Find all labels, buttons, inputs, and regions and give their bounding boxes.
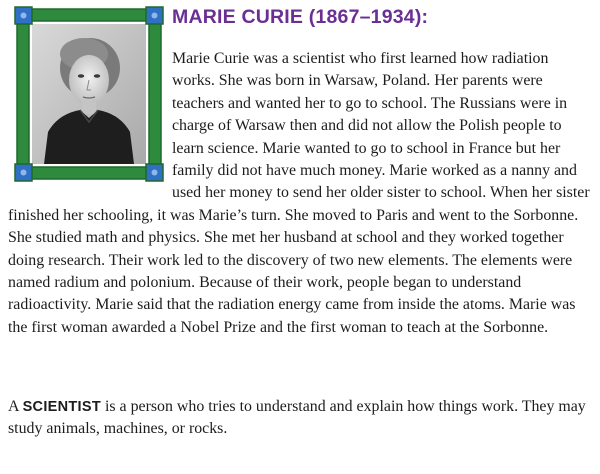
definition-text: is a person who tries to understand and explain how things work. They may study animals, machines, or rocks.	[8, 398, 586, 438]
corner-gem-icon	[146, 7, 163, 24]
biography-paragraph	[8, 48, 594, 339]
scientist-definition	[8, 396, 596, 441]
portrait-float-spacer	[8, 48, 172, 186]
definition-prefix: A	[8, 398, 23, 415]
definition-term: SCIENTIST	[22, 399, 102, 415]
biography-text: Marie Curie was a scientist who first learned how radiation works. She was born in Warsaw, Poland. Her parents were teachers and wanted her to go to school. The Russians were in charge of Warsaw then and did not allow the Polish people to learn science. Marie wanted to go to school in France but her family did not have much money. Marie worked as a nanny and used her money to send her older sister to school. When her sister finished her schooling, it was Marie’s turn. She moved to Paris and went to the Sorbonne. She studied math and physics. She met her husband at school and they worked together doing research. Their work led to the discovery of two new elements. The elements were named radium and polonium. Because of their work, people began to understand radioactivity. Marie said that the radiation energy came from inside the atoms. Marie was the first woman awarded a Nobel Prize and the first woman to teach at the Sorbonne.	[8, 50, 590, 336]
corner-gem-icon	[15, 7, 32, 24]
page-title: MARIE CURIE (1867–1934):	[172, 6, 429, 28]
